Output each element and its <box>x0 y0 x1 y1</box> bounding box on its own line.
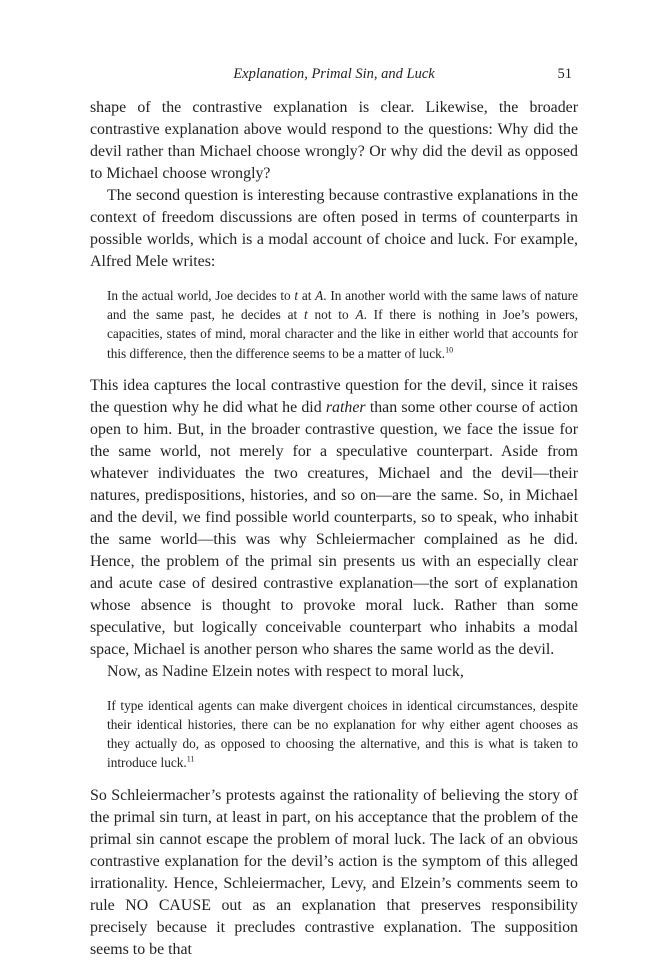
paragraph-4: Now, as Nadine Elzein notes with respect to moral luck, <box>107 662 464 680</box>
quote-italic: t <box>294 288 299 303</box>
paragraph-text: than some other course of action open to him. But, in the broader contrastive question, we face the issue for the same world, not merely for a speculative counterpart. Aside from whatever individuates the two creatures, Michael and the devil—their natures, predispositions, histories, and so on—are the same. So, in Michael and the devil, we find possible world counterparts, so to speak, who inhabit the same world—this was why Schleiermacher complained as he did. Hence, the problem of the primal sin presents us with an especially clear and acute case of desired contrastive explanation—the sort of explanation whose absence is thought to provoke moral luck. Rather than some speculative, but logically conceivable counterpart who inhabits a modal space, Michael is another person who shares the same world as the devil. <box>90 398 578 658</box>
quote-text: not to <box>307 307 356 323</box>
quote-italic: t <box>304 307 308 323</box>
paragraph-text: This idea captures the local contrastive question for the devil, since it raises the question why he did what he did <box>90 376 578 416</box>
quote-italic: A <box>315 288 324 303</box>
paragraph-italic: rather <box>325 398 366 416</box>
paragraph-2: The second question is interesting because contrastive explanations in the context of freedom discussions are often posed in terms of counterparts in possible worlds, which is a modal account of choice and luck. For example, Alfred Mele writes: <box>90 187 578 270</box>
page-number: 51 <box>557 66 572 82</box>
footnote-ref-11[interactable]: 11 <box>186 755 195 764</box>
footnote-ref-10[interactable]: 10 <box>445 345 454 355</box>
block-quote-mele <box>107 286 578 363</box>
quote-text: . If there is nothing in Joe’s powers, capacities, states of mind, moral character and the like in either world that accounts for this difference, then the difference seems to be a matter of luck. <box>107 307 578 361</box>
paragraph-1: shape of the contrastive explanation is clear. Likewise, the broader contrastive explanation above would respond to the questions: Why did the devil rather than Michael choose wrongly? Or why did the devil as opposed to Michael choose wrongly? <box>90 99 578 182</box>
paragraph-5: So Schleiermacher’s protests against the rationality of believing the story of the primal sin turn, at least in part, on his acceptance that the problem of the primal sin cannot escape the problem of moral luck. The lack of an obvious contrastive explanation for the devil’s action is the symptom of this alleged irrationality. Hence, Schleiermacher, Levy, and Elzein’s comments seem to rule NO CAUSE out as an explanation that preserves responsibility precisely because it precludes contrastive explanation. The supposition seems to be that <box>90 786 578 958</box>
quote-text: at <box>298 288 316 303</box>
quote-text: . In another world with the same laws of nature and the same past, he decides at <box>107 288 578 323</box>
quote-italic: A <box>355 307 364 323</box>
paragraph-3 <box>90 375 578 661</box>
quote-text: In the actual world, Joe decides to <box>107 288 295 303</box>
running-title: Explanation, Primal Sin, and Luck <box>233 66 435 82</box>
body-text <box>90 97 578 961</box>
running-header <box>90 66 578 88</box>
quote-text: If type identical agents can make divergent choices in identical circumstances, despite their identical histories, there can be no explanation for why either agent chooses as they actually do, as opposed to choosing the alternative, and this is what is taken to introduce luck. <box>107 697 578 771</box>
block-quote-elzein <box>107 696 578 773</box>
